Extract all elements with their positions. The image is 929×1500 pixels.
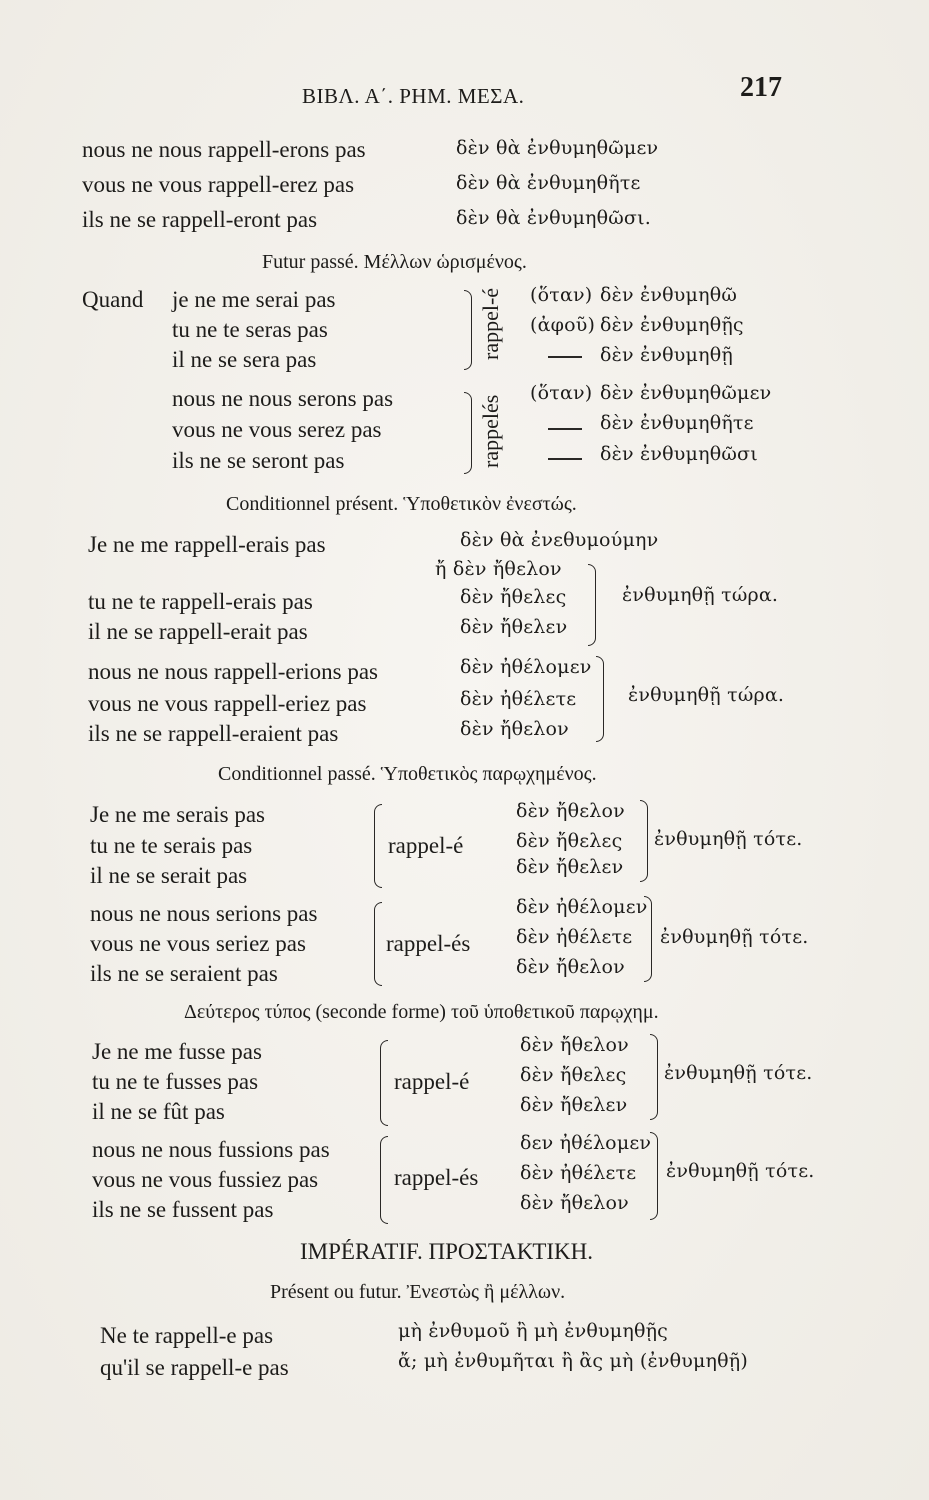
cond-passe-fr-row: vous ne vous seriez pas [90, 931, 306, 956]
seconde-forme-fr-row: ils ne se fussent pas [92, 1197, 274, 1222]
cond-present-gr-tail: ἐνθυμηθῇ τώρα. [622, 584, 779, 606]
cond-present-gr-alt: ἤ δὲν ἤθελον [435, 558, 562, 580]
seconde-forme-mid: rappel-és [394, 1165, 479, 1190]
futur-passe-fr-row: tu ne te seras pas [172, 317, 328, 342]
brace [374, 804, 382, 888]
futur-fr-row: nous ne nous rappell-erons pas [82, 137, 366, 162]
brace [640, 800, 648, 882]
cond-present-gr-row: δὲν ἠθέλετε [460, 688, 577, 710]
futur-passe-fr-row: vous ne vous serez pas [172, 417, 382, 442]
futur-gr-row: δὲν θὰ ἐνθυμηθῆτε [456, 172, 641, 194]
brace [596, 656, 604, 742]
futur-passe-fr-row: ils ne se seront pas [172, 448, 345, 473]
futur-passe-gr-lead: (ὅταν) [530, 284, 593, 306]
futur-passe-gr-row: δὲν ἐνθυμηθῶ [600, 284, 738, 306]
seconde-forme-fr-row: il ne se fût pas [92, 1099, 225, 1124]
futur-fr-row: ils ne se rappell-eront pas [82, 207, 318, 232]
seconde-forme-fr-row: tu ne te fusses pas [92, 1069, 259, 1094]
cond-passe-gr-row: δὲν ἤθελον [516, 800, 625, 822]
futur-fr-row: vous ne vous rappell-erez pas [82, 172, 355, 197]
cond-passe-gr-row: δὲν ἠθέλομεν [516, 896, 648, 918]
seconde-forme-mid: rappel-é [394, 1069, 470, 1094]
cond-present-fr-row: ils ne se rappell-eraient pas [88, 721, 339, 746]
seconde-forme-gr-tail: ἐνθυμηθῇ τότε. [666, 1160, 815, 1182]
cond-passe-mid: rappel-és [386, 931, 471, 956]
section-heading: Futur passé. Μέλλων ὡρισμένος. [262, 251, 527, 273]
seconde-forme-gr-row: δὲν ἠθέλετε [520, 1162, 637, 1184]
running-title: ΒΙΒΛ. Α΄. ΡΗΜ. ΜΕΣΑ. [302, 84, 525, 108]
cond-passe-fr-row: Je ne me serais pas [90, 802, 265, 827]
futur-passe-gr-lead: (ὅταν) [530, 382, 593, 404]
section-heading: Conditionnel présent. Ὑποθετικὸν ἐνεστώς. [226, 493, 577, 515]
futur-gr-row: δὲν θὰ ἐνθυμηθῶμεν [456, 137, 659, 159]
seconde-forme-fr-row: nous ne nous fussions pas [92, 1137, 330, 1162]
cond-passe-fr-row: ils ne se seraient pas [90, 961, 278, 986]
section-heading: Conditionnel passé. Ὑποθετικὸς παρῳχημένος. [218, 763, 597, 785]
cond-passe-fr-row: nous ne nous serions pas [90, 901, 318, 926]
cond-passe-gr-tail: ἐνθυμηθῇ τότε. [660, 926, 809, 948]
cond-present-gr-row: δὲν ἤθελες [460, 586, 567, 608]
cond-passe-gr-row: δὲν ἤθελον [516, 956, 625, 978]
futur-passe-gr-row: δὲν ἐνθυμηθῇ [600, 344, 733, 366]
brace [380, 1136, 388, 1224]
cond-present-gr-tail: ἐνθυμηθῇ τώρα. [628, 684, 785, 706]
brace [380, 1040, 388, 1126]
cond-present-fr-row: nous ne nous rappell-erions pas [88, 659, 378, 684]
brace [650, 1034, 658, 1120]
imperatif-title: IMPÉRATIF. ΠΡΟΣΤΑΚΤΙΚΗ. [300, 1239, 594, 1264]
cond-passe-fr-row: il ne se serait pas [90, 863, 248, 888]
brace [650, 1132, 658, 1220]
seconde-forme-gr-row: δὲν ἤθελον [520, 1034, 629, 1056]
cond-present-fr-row: tu ne te rappell-erais pas [88, 589, 313, 614]
futur-passe-gr-row: δὲν ἐνθυμηθῇς [600, 314, 744, 336]
cond-present-gr-row: δὲν ἤθελον [460, 718, 569, 740]
vertical-label: rappelés [478, 394, 503, 468]
futur-passe-fr-row: il ne se sera pas [172, 347, 317, 372]
page-number: 217 [740, 72, 782, 103]
seconde-forme-gr-tail: ἐνθυμηθῇ τότε. [664, 1062, 813, 1084]
vertical-label: rappel-é [478, 287, 503, 360]
quand-label: Quand [82, 287, 144, 312]
futur-passe-gr-row: δὲν ἐνθυμηθῆτε [600, 412, 754, 434]
cond-passe-fr-row: tu ne te serais pas [90, 833, 253, 858]
cond-present-fr-row: Je ne me rappell-erais pas [88, 532, 326, 557]
futur-passe-gr-lead: (ἀφοῦ) [530, 314, 596, 336]
cond-present-gr-row: δὲν θὰ ἐνεθυμούμην [460, 529, 659, 551]
seconde-forme-gr-row: δὲν ἤθελες [520, 1064, 627, 1086]
section-heading: Présent ou futur. Ἐνεστὼς ἢ μέλλων. [270, 1281, 566, 1303]
dash [548, 356, 582, 358]
futur-passe-fr-row: je ne me serai pas [172, 287, 336, 312]
imperatif-fr-row: qu'il se rappell-e pas [100, 1355, 289, 1380]
futur-passe-gr-row: δὲν ἐνθυμηθῶμεν [600, 382, 772, 404]
seconde-forme-gr-row: δὲν ἤθελεν [520, 1094, 628, 1116]
cond-passe-gr-row: δὲν ἤθελες [516, 830, 623, 852]
dash [548, 458, 582, 460]
brace [644, 896, 652, 982]
imperatif-gr-row: ἄ; μὴ ἐνθυμῆται ἢ ἂς μὴ (ἐνθυμηθῇ) [398, 1350, 748, 1372]
cond-present-gr-row: δὲν ἤθελεν [460, 616, 568, 638]
futur-passe-gr-row: δὲν ἐνθυμηθῶσι [600, 443, 758, 465]
seconde-forme-gr-row: δεν ἠθέλομεν [520, 1132, 652, 1154]
brace [588, 564, 596, 646]
seconde-forme-gr-row: δὲν ἤθελον [520, 1192, 629, 1214]
seconde-forme-fr-row: Je ne me fusse pas [92, 1039, 262, 1064]
seconde-forme-fr-row: vous ne vous fussiez pas [92, 1167, 319, 1192]
brace [374, 902, 382, 986]
futur-gr-row: δὲν θὰ ἐνθυμηθῶσι. [456, 207, 651, 229]
cond-passe-mid: rappel-é [388, 833, 464, 858]
cond-passe-gr-row: δὲν ἠθέλετε [516, 926, 633, 948]
dash [548, 428, 582, 430]
brace [464, 392, 472, 474]
imperatif-fr-row: Ne te rappell-e pas [100, 1323, 274, 1348]
cond-present-fr-row: vous ne vous rappell-eriez pas [88, 691, 367, 716]
cond-present-fr-row: il ne se rappell-erait pas [88, 619, 308, 644]
brace [464, 290, 472, 370]
cond-present-gr-row: δὲν ἠθέλομεν [460, 656, 592, 678]
imperatif-gr-row: μὴ ἐνθυμοῦ ἢ μὴ ἐνθυμηθῇς [398, 1320, 669, 1342]
cond-passe-gr-row: δὲν ἤθελεν [516, 856, 624, 878]
section-heading: Δεύτερος τύπος (seconde forme) τοῦ ὑποθετικοῦ παρῳχημ. [184, 1001, 659, 1023]
futur-passe-fr-row: nous ne nous serons pas [172, 386, 394, 411]
cond-passe-gr-tail: ἐνθυμηθῇ τότε. [654, 828, 803, 850]
